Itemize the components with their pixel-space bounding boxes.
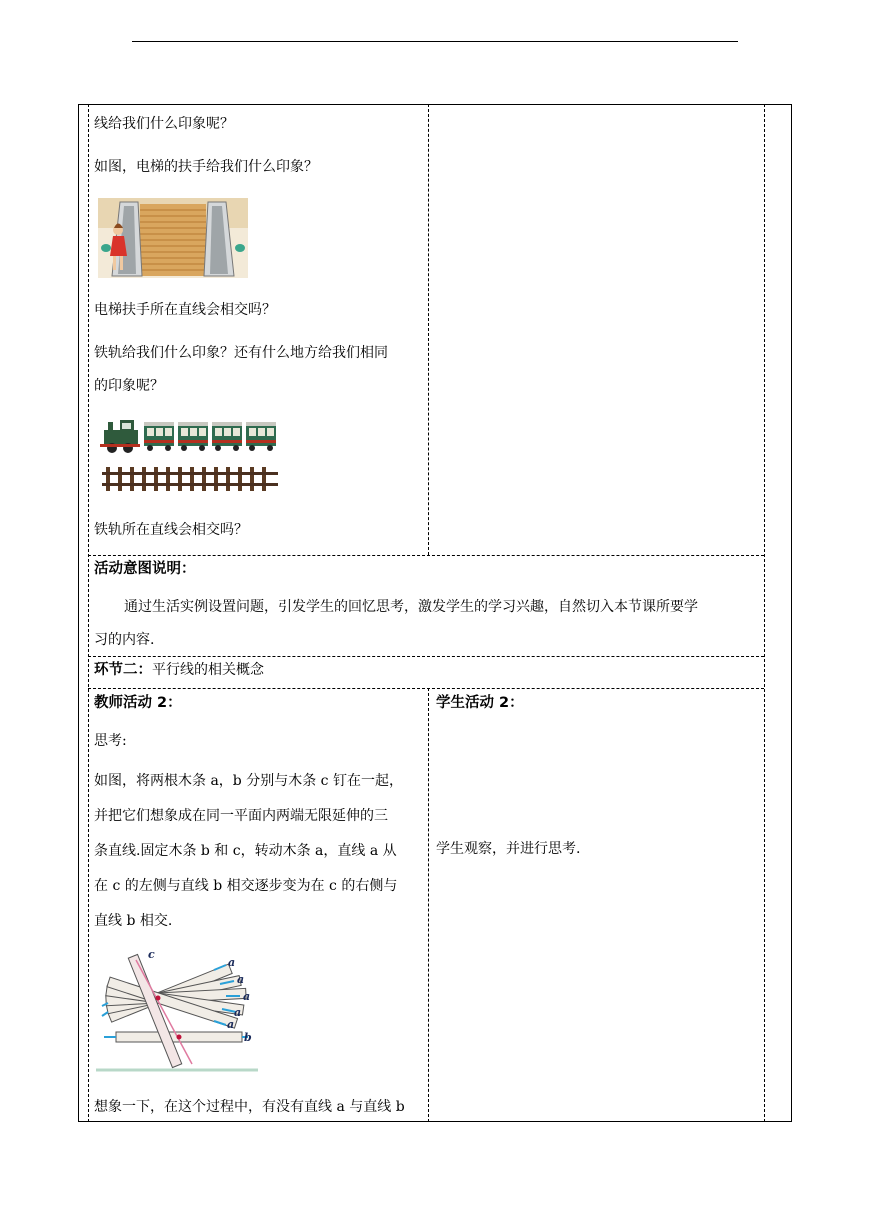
column-divider-top xyxy=(428,104,429,555)
figure-label-b: b xyxy=(244,1031,252,1044)
row-divider-section2 xyxy=(88,656,764,657)
section2-label: 环节二： xyxy=(94,662,152,678)
teacher-line-2: 并把它们想象成在同一平面内两端无限延伸的三 xyxy=(94,808,388,824)
teacher-line-5: 直线 b 相交. xyxy=(94,913,173,929)
intent-body-line2: 习的内容. xyxy=(94,632,155,648)
question-rail-line2: 的印象呢？ xyxy=(94,378,164,394)
table-margin-line xyxy=(764,104,765,1122)
student-activity-heading: 学生活动 2： xyxy=(436,695,524,711)
figure-label-a5: a xyxy=(227,1018,235,1031)
teacher-line-4: 在 c 的左侧与直线 b 相交逐步变为在 c 的右侧与 xyxy=(94,878,398,894)
question-escalator: 如图，电梯的扶手给我们什么印象？ xyxy=(94,159,318,175)
left-cell-border xyxy=(88,104,89,1122)
column-divider-bottom xyxy=(428,688,429,1122)
student-activity-text: 学生观察，并进行思考. xyxy=(436,841,581,857)
figure-label-a1: a xyxy=(228,956,236,969)
teacher-line-1: 如图，将两根木条 a，b 分别与木条 c 钉在一起， xyxy=(94,773,403,789)
section2-title-row xyxy=(94,660,264,680)
section2-title: 平行线的相关概念 xyxy=(152,662,264,678)
figure-label-a2: a xyxy=(237,973,245,986)
railway-track-image xyxy=(102,467,278,491)
row-divider-activity xyxy=(88,688,764,689)
header-rule xyxy=(132,41,738,42)
intent-body-line1: 通过生活实例设置问题，引发学生的回忆思考，激发学生的学习兴趣，自然切入本节课所要学 xyxy=(124,599,698,615)
question-escalator-intersect: 电梯扶手所在直线会相交吗？ xyxy=(94,302,276,318)
teacher-line-3: 条直线.固定木条 b 和 c，转动木条 a，直线 a 从 xyxy=(94,843,397,859)
figure-label-a4: a xyxy=(234,1006,242,1019)
question-rail-intersect: 铁轨所在直线会相交吗？ xyxy=(94,522,248,538)
figure-label-c: c xyxy=(148,948,155,961)
teacher-activity-heading: 教师活动 2： xyxy=(94,695,182,711)
question-line-impression: 线给我们什么印象呢？ xyxy=(94,116,234,132)
escalator-image xyxy=(98,198,248,278)
teacher-line-think: 思考: xyxy=(94,733,127,749)
train-image xyxy=(100,416,280,456)
figure-label-a3: a xyxy=(243,990,251,1003)
question-rail-line1: 铁轨给我们什么印象？还有什么地方给我们相同 xyxy=(94,345,388,361)
teacher-line-6: 想象一下，在这个过程中，有没有直线 a 与直线 b xyxy=(94,1099,405,1115)
rotating-sticks-figure xyxy=(96,946,264,1076)
row-divider-intent xyxy=(88,555,764,556)
intent-heading: 活动意图说明： xyxy=(94,561,196,577)
